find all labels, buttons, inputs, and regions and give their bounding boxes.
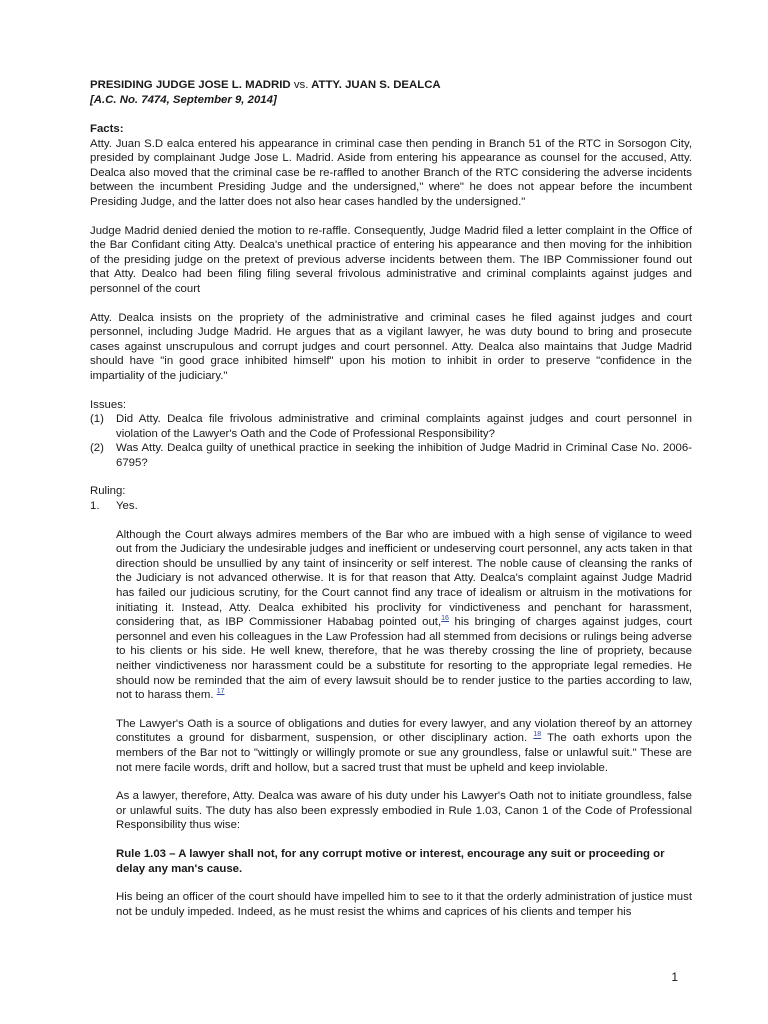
footnote-ref-18[interactable]: 18 [533, 731, 542, 739]
issue-item [90, 412, 692, 441]
title-vs: vs. [293, 79, 309, 91]
issues-heading: Issues: [90, 398, 127, 411]
issue-number: (1) [90, 413, 104, 426]
ruling-p2-text-b: The oath exhorts upon the members of the Bar not to "wittingly or willingly promote or sue any groundless, false or unlawful suit." These are not mere facile words, drift and hollow, but a sacred trust that must be upheld and keep inviolable. [116, 732, 692, 774]
case-citation: [A.C. No. 7474, September 9, 2014] [90, 94, 277, 106]
issue-text: Did Atty. Dealca file frivolous administrative and criminal complaints against judges and court personnel in violation of the Lawyer's Oath and the Code of Professional Responsibility? [116, 413, 692, 440]
ruling-p2-text-a: The Lawyer's Oath is a source of obligations and duties for every lawyer, and any violation thereof by an attorney constitutes a ground for disbarment, suspension, or other disciplinary action. [116, 717, 692, 745]
ruling-heading: Ruling: [90, 485, 126, 498]
footnote-ref-17[interactable]: 17 [216, 688, 225, 696]
facts-paragraph-1: Atty. Juan S.D ealca entered his appearance in criminal case then pending in Branch 51 of the RTC in Sorsogon City, presided by complainant Judge Jose L. Madrid. Aside from entering his appearance as counsel for the accused, Atty. Dealca also moved that the criminal case be re-raffled to another Branch of the RTC considering the adverse incidents between the incumbent Presiding Judge and the undersigned," where" he does not appear before the incumbent Presiding Judge, and the latter does not also hear cases handled by the undersigned." [90, 137, 692, 208]
page-number: 1 [671, 970, 678, 984]
footnote-ref-16[interactable]: 16 [441, 615, 449, 623]
ruling-paragraph-3: As a lawyer, therefore, Atty. Dealca was aware of his duty under his Lawyer's Oath not to initiate groundless, false or unlawful suits. The duty has also been expressly embodied in Rule 1.03, Canon 1 of the Code of Professional Responsibility thus wise: [116, 790, 692, 832]
ruling-paragraph-4: His being an officer of the court should have impelled him to see to it that the orderly administration of justice must not be unduly impeded. Indeed, as he must resist the whims and caprices of his clients and temper his [116, 891, 692, 918]
ruling-p1-text-a: Although the Court always admires members of the Bar who are imbued with a high sense of vigilance to weed out from the Judiciary the undesirable judges and inefficient or undeserving court personnel, any acts taken in that direction should be unsullied by any taint of insincerity or self interest. The noble cause of cleansing the ranks of the Judiciary is not advanced otherwise. It is for that reason that Atty. Dealca's complaint against Judge Madrid has failed our judicious scrutiny, for the Court cannot find any trace of idealism or altruism in the motivations for initiating it. Instead, Atty. Dealca exhibited his proclivity for vindictiveness and penchant for harassment, considering that, as IBP Commissioner Hababag pointed out, [116, 528, 692, 629]
ruling-paragraph-2 [116, 717, 692, 775]
ruling-paragraph-1 [116, 528, 692, 703]
facts-heading: Facts: [90, 123, 124, 135]
rule-1-03-quote: Rule 1.03 – A lawyer shall not, for any corrupt motive or interest, encourage any suit or proceeding or delay any man's cause. [116, 847, 665, 875]
issue-item [90, 441, 692, 470]
title-complainant: PRESIDING JUDGE JOSE L. MADRID [90, 79, 291, 91]
title-respondent: ATTY. JUAN S. DEALCA [311, 79, 441, 91]
facts-paragraph-2: Judge Madrid denied denied the motion to re-raffle. Consequently, Judge Madrid filed a letter complaint in the Office of the Bar Confidant citing Atty. Dealca's unethical practice of entering his appearance and then moving for the inhibition of the presiding judge on the pretext of previous adverse incidents between them. The IBP Commissioner found out that Atty. Dealco had been filing filing several frivolous administrative and criminal complaints against judges and personnel of the court [90, 224, 692, 295]
issues-list [90, 412, 692, 470]
facts-paragraph-3: Atty. Dealca insists on the propriety of the administrative and criminal cases he filed against judges and court personnel, including Judge Madrid. He argues that as a vigilant lawyer, he was duty bound to bring and prosecute cases against unscrupulous and corrupt judges and court personnel. Atty. Dealca also maintains that Judge Madrid should have "in good grace inhibited himself" upon his motion to inhibit in order to preserve "confidence in the impartiality of the judiciary." [90, 311, 692, 382]
ruling-answer: Yes. [116, 500, 138, 513]
ruling-item [90, 499, 692, 514]
issue-number: (2) [90, 442, 104, 455]
ruling-p1-text-b: his bringing of charges against judges, court personnel and even his colleagues in the Law Profession had all stemmed from decisions or rulings being adverse to his clients or his side. He well knew, therefore, that he was thereby crossing the line of propriety, because neither vindictiveness nor harassment could be a substitute for resorting to the appropriate legal remedies. He should now be reminded that the aim of every lawsuit should be to render justice to the parties according to law, not to harass them. [116, 616, 692, 702]
ruling-number: 1. [90, 500, 100, 513]
case-title [90, 78, 692, 93]
issue-text: Was Atty. Dealca guilty of unethical practice in seeking the inhibition of Judge Madrid in Criminal Case No. 2006-6795? [116, 442, 692, 469]
